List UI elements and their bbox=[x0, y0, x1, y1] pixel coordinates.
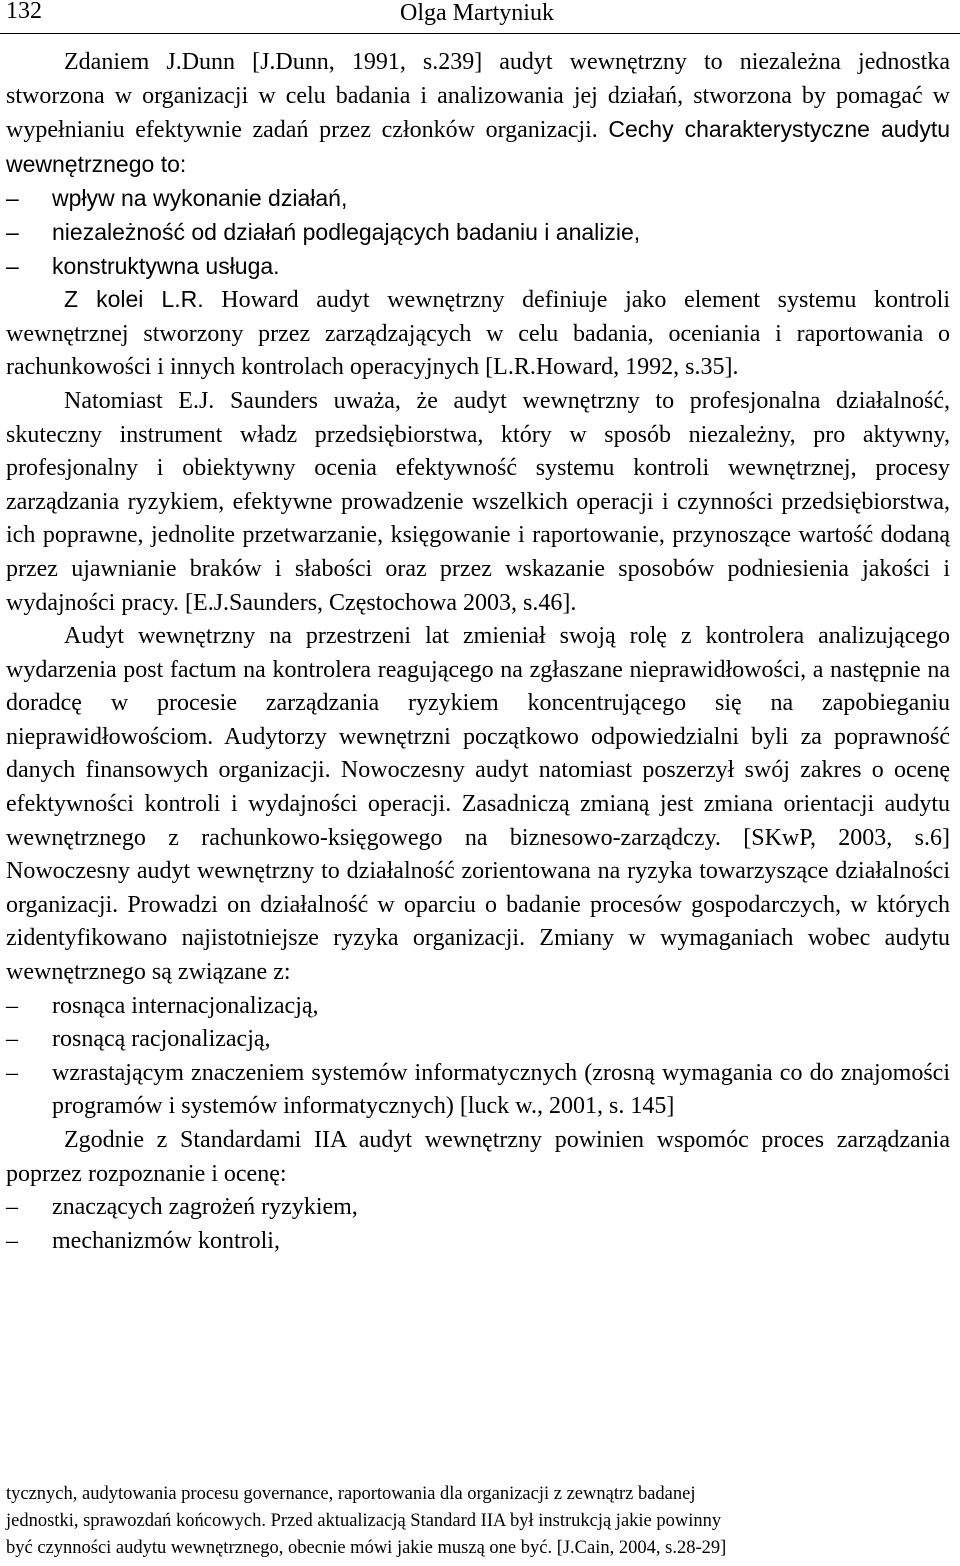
footnote-line: być czynności audytu wewnętrznego, obecnie mówi jakie muszą one być. [J.Cain, 2004, s.28-29] bbox=[6, 1538, 727, 1558]
list-item: – znaczących zagrożeń ryzykiem, bbox=[6, 1194, 358, 1221]
header-rule bbox=[0, 33, 960, 34]
assessment-list bbox=[6, 1191, 950, 1258]
list-item: – niezależność od działań podlegających badaniu i analizie, bbox=[6, 218, 641, 245]
paragraph-dunn bbox=[6, 46, 950, 182]
paragraph-dunn-features-intro: Cechy charakterystyczne audytu wewnętrznego to: bbox=[6, 116, 950, 177]
page-number: 132 bbox=[6, 0, 42, 24]
features-list bbox=[6, 182, 950, 283]
list-item: – konstruktywna usługa. bbox=[6, 252, 280, 279]
footnote-line: tycznych, audytowania procesu governance, raportowania dla organizacji z zewnątrz badanej bbox=[6, 1484, 696, 1504]
list-item: – rosnąca internacjonalizacją, bbox=[6, 992, 319, 1019]
running-head-author: Olga Martyniuk bbox=[400, 0, 554, 26]
paragraph-dunn-text: Zdaniem J.Dunn [J.Dunn, 1991, s.239] audyt wewnętrzny to niezależna jednostka stworzona w organizacji w celu badania i analizowania jej działań, stworzona by pomagać w wypełnianiu efektywnie zadań przez członków organizacji. bbox=[6, 49, 950, 144]
paragraph-standards: Zgodnie z Standardami IIA audyt wewnętrzny powinien wspomóc proces zarządzania poprzez rozpoznanie i ocenę: bbox=[6, 1127, 950, 1187]
paragraph-howard-text: Howard audyt wewnętrzny definiuje jako element systemu kontroli wewnętrznej stworzony przez zarządzających w celu badania, oceniania i raportowania o rachunkowości i innych kontrolach operacyjnych [L.R.Howard, 1992, s.35]. bbox=[6, 287, 950, 381]
paragraph-saunders: Natomiast E.J. Saunders uważa, że audyt wewnętrzny to profesjonalna działalność, skuteczny instrument władz przedsiębiorstwa, który w sposób niezależny, pro aktywny, profesjonalny i obiektywny ocenia efektywność systemu kontroli wewnętrznej, procesy zarządzania ryzykiem, efektywne prowadzenie wszelkich operacji i czynności przedsiębiorstwa, ich poprawne, jednolite przetwarzanie, księgowanie i raportowanie, przynoszące wartość dodaną przez ujawnianie braków i słabości oraz przez wskazanie sposobów podniesienia jakości i wydajności pracy. [E.J.Saunders, Częstochowa 2003, s.46]. bbox=[6, 387, 950, 616]
list-item: – wpływ na wykonanie działań, bbox=[6, 185, 348, 212]
footnote-line: jednostki, sprawozdań końcowych. Przed aktualizacją Standard IIA był instrukcją jakie powinny bbox=[6, 1511, 722, 1531]
changes-list bbox=[6, 990, 950, 1124]
footnote bbox=[6, 1481, 950, 1562]
list-item: – mechanizmów kontroli, bbox=[6, 1227, 280, 1254]
page-header bbox=[0, 0, 960, 34]
paragraph-role-change: Audyt wewnętrzny na przestrzeni lat zmieniał swoją rolę z kontrolera analizującego wydarzenia post factum na kontrolera reagującego na zgłaszane nieprawidłowości, a następnie na doradcę w procesie zarządzania ryzykiem koncentrującego się na zapobieganiu nieprawidłowościom. Audytorzy wewnętrzni początkowo odpowiedzialni byli za poprawność danych finansowych organizacji. Nowoczesny audyt natomiast poszerzył swój zakres o ocenę efektywności kontroli i wydajności operacji. Zasadniczą zmianą jest zmiana orientacji audytu wewnętrznego z rachunkowo-księgowego na biznesowo-zarządczy. [SKwP, 2003, s.6] Nowoczesny audyt wewnętrzny to działalność zorientowana na ryzyka towarzyszące działalności organizacji. Prowadzi on działalność w oparciu o badanie procesów gospodarczych, w których zidentyfikowano najistotniejsze ryzyka organizacji. Zmiany w wymaganiach wobec audytu wewnętrznego są związane z: bbox=[6, 623, 950, 986]
list-item: – rosnącą racjonalizacją, bbox=[6, 1026, 271, 1053]
body-text bbox=[6, 46, 950, 1258]
list-item: – wzrastającym znaczeniem systemów informatycznych (zrosną wymagania co do znajomości programów i systemów informatycznych) [luck w., 2001, s. 145] bbox=[6, 1059, 950, 1120]
paragraph-howard bbox=[6, 283, 950, 385]
paragraph-howard-lead: Z kolei L.R. bbox=[64, 286, 204, 313]
